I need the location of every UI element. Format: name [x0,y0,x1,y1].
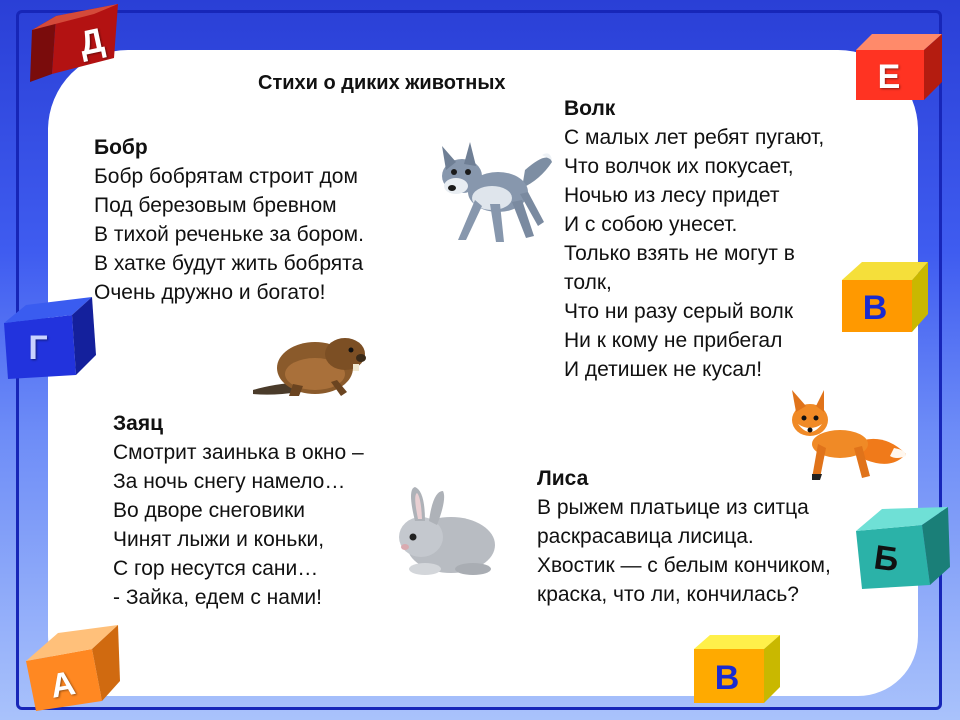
poem-line: Под березовым бревном [94,194,337,217]
cube-letter: А [47,663,79,706]
poem-line: Смотрит заинька в окно – [113,441,364,464]
poem-line: И детишек не кусал! [564,358,763,381]
poem-line: толк, [564,271,612,294]
poem-line: В тихой реченьке за бором. [94,223,364,246]
cube-letter: В [714,658,740,697]
poem-line: раскрасавица лисица. [537,525,754,548]
poem-heading: Заяц [113,412,163,435]
poem-fox [537,464,831,609]
fox-image [782,390,910,482]
letter-cube-b [852,505,952,591]
poem-line: краска, что ли, кончилась? [537,583,799,606]
cube-letter: В [862,288,888,327]
poem-line: Ни к кому не прибегал [564,329,783,352]
poem-line: Ночью из лесу придет [564,184,780,207]
poem-line: За ночь снегу намело… [113,470,346,493]
beaver-image [253,332,373,400]
poem-line: Только взять не могут в [564,242,795,265]
poem-line: В рыжем платьице из ситца [537,496,809,519]
poem-line: Бобр бобрятам строит дом [94,165,358,188]
letter-cube-v-bottom [690,633,782,705]
wolf-image [430,140,555,250]
poem-line: Что волчок их покусает, [564,155,794,178]
poem-heading: Лиса [537,467,589,490]
poem-line: Что ни разу серый волк [564,300,794,323]
poem-line: Очень дружно и богато! [94,281,326,304]
poem-line: - Зайка, едем с нами! [113,586,322,609]
poem-line: Чинят лыжи и коньки, [113,528,325,551]
poem-line: С малых лет ребят пугают, [564,126,825,149]
letter-cube-a [22,625,122,711]
page-title: Стихи о диких животных [258,72,506,94]
hare-image [385,485,500,580]
poem-heading: Бобр [94,136,148,159]
poem-line: Во дворе снеговики [113,499,306,522]
letter-cube-d [28,4,120,84]
cube-letter: Г [28,329,48,367]
letter-cube-e [852,30,944,102]
poem-beaver [94,133,364,307]
poem-heading: Волк [564,97,616,120]
letter-cube-v-right [838,260,930,334]
poem-line: В хатке будут жить бобрята [94,252,364,275]
poem-line: Хвостик — с белым кончиком, [537,554,831,577]
poem-line: И с собою унесет. [564,213,738,236]
cube-letter: Е [877,57,901,96]
poem-line: С гор несутся сани… [113,557,319,580]
letter-cube-g [0,295,100,380]
poem-hare [113,409,364,612]
poem-wolf [564,94,824,384]
cube-letter: Д [75,20,108,63]
cube-letter: Б [871,537,902,579]
